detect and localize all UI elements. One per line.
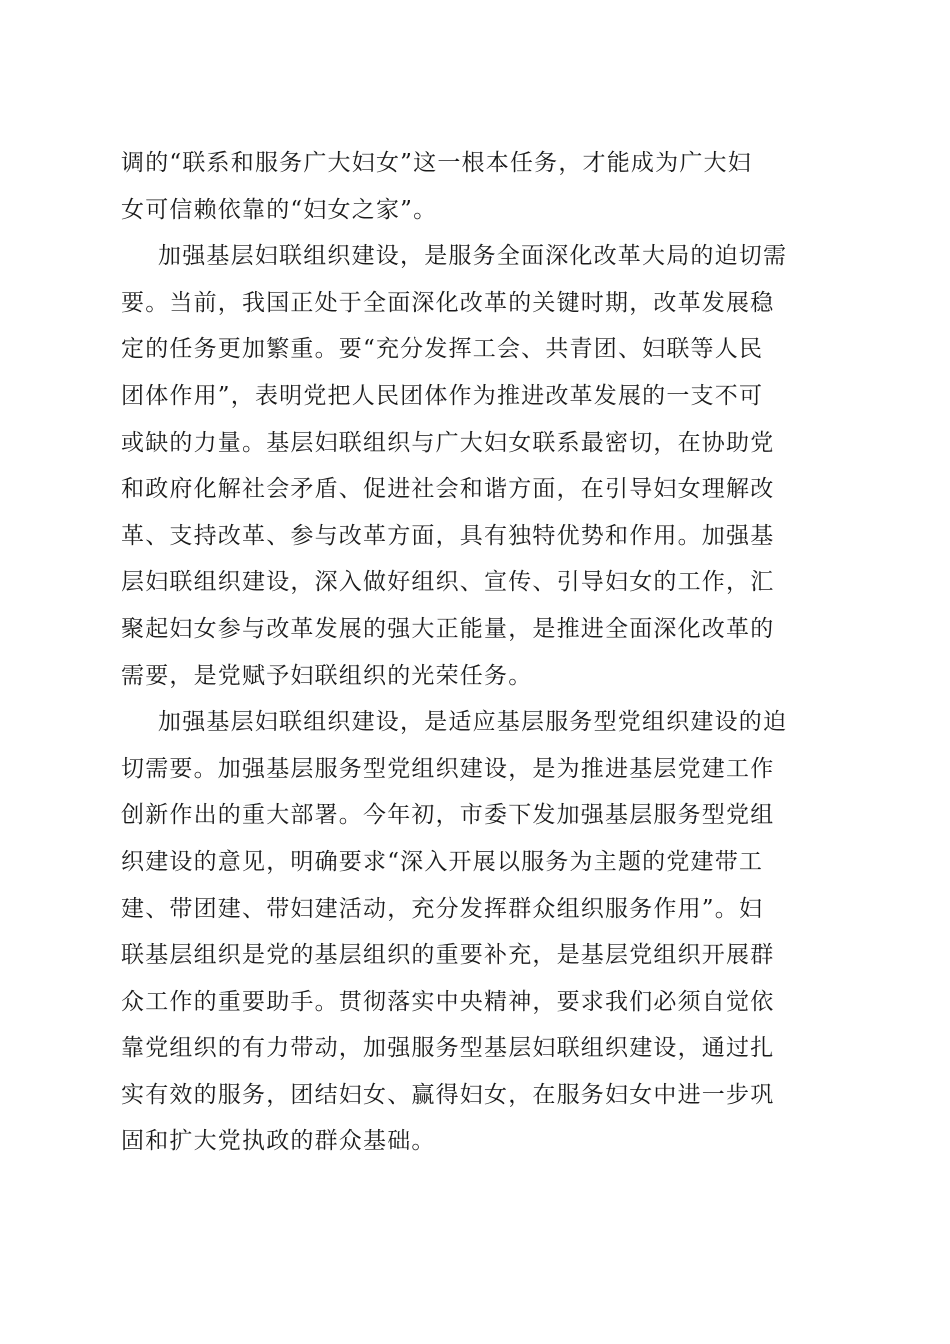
text-line: 切需要。加强基层服务型党组织建设，是为推进基层党建工作 <box>121 755 775 782</box>
text-line: 要。当前，我国正处于全面深化改革的关键时期，改革发展稳 <box>121 289 775 316</box>
text-line: 层妇联组织建设，深入做好组织、宣传、引导妇女的工作，汇 <box>121 569 775 596</box>
paragraph-start-line: 加强基层妇联组织建设，是服务全面深化改革大局的迫切需 <box>158 243 788 270</box>
text-line: 团体作用”，表明党把人民团体作为推进改革发展的一支不可 <box>121 382 764 409</box>
text-line: 实有效的服务，团结妇女、赢得妇女，在服务妇女中进一步巩 <box>121 1081 775 1108</box>
text-line: 织建设的意见，明确要求“深入开展以服务为主题的党建带工 <box>121 848 764 875</box>
body-text <box>121 140 831 1165</box>
text-line: 靠党组织的有力带动，加强服务型基层妇联组织建设，通过扎 <box>121 1035 775 1062</box>
text-line: 联基层组织是党的基层组织的重要补充，是基层党组织开展群 <box>121 942 775 969</box>
text-line: 聚起妇女参与改革发展的强大正能量，是推进全面深化改革的 <box>121 615 775 642</box>
text-line: 创新作出的重大部署。今年初，市委下发加强基层服务型党组 <box>121 802 775 829</box>
text-line: 革、支持改革、参与改革方面，具有独特优势和作用。加强基 <box>121 522 775 549</box>
text-line: 调的“联系和服务广大妇女”这一根本任务，才能成为广大妇 <box>121 150 752 176</box>
text-line: 和政府化解社会矛盾、促进社会和谐方面，在引导妇女理解改 <box>121 476 775 503</box>
text-line: 定的任务更加繁重。要“充分发挥工会、共青团、妇联等人民 <box>121 336 764 363</box>
text-line: 固和扩大党执政的群众基础。 <box>121 1128 436 1155</box>
text-line: 女可信赖依靠的“妇女之家”。 <box>121 196 438 223</box>
text-line: 建、带团建、带妇建活动，充分发挥群众组织服务作用”。妇 <box>121 895 764 922</box>
text-line: 或缺的力量。基层妇联组织与广大妇女联系最密切，在协助党 <box>121 429 775 456</box>
paragraph-start-line: 加强基层妇联组织建设，是适应基层服务型党组织建设的迫 <box>158 709 788 736</box>
text-line: 众工作的重要助手。贯彻落实中央精神，要求我们必须自觉依 <box>121 988 775 1015</box>
text-line: 需要，是党赋予妇联组织的光荣任务。 <box>121 662 533 689</box>
